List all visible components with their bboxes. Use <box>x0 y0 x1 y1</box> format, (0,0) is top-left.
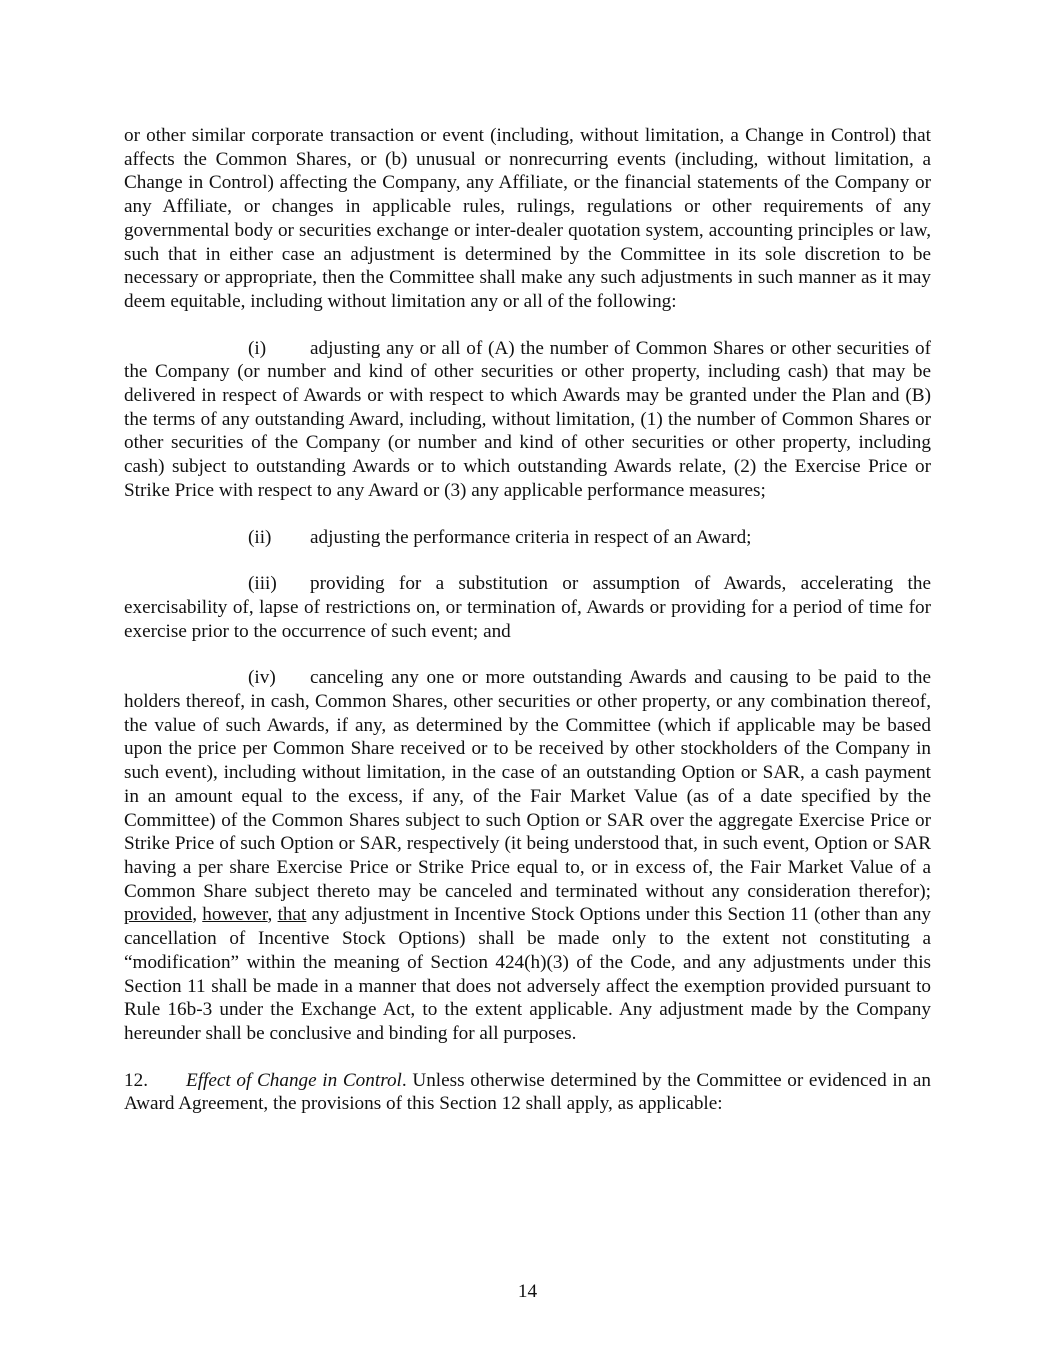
that-term: that <box>277 904 307 926</box>
section-number: 12. <box>124 1069 148 1091</box>
page-number: 14 <box>517 1281 538 1302</box>
list-marker: (iii) <box>248 573 277 595</box>
section-12-paragraph: 12. Effect of Change in Control. Unless otherwise determined by the Committee or evidenced in an Award Agreement, the provisions of this Section 12 shall apply, as applicable: <box>124 1069 932 1115</box>
section-text: Unless otherwise determined by the Committee or evidenced in an Award Agreement, the provisions of this Section 12 shall apply, as applicable: <box>124 1069 932 1115</box>
list-item-ii <box>124 526 931 550</box>
list-item-text: adjusting the performance criteria in respect of an Award; <box>310 526 752 548</box>
list-marker: (ii) <box>248 526 272 548</box>
list-item-iv: (iv) canceling any one or more outstanding Awards and causing to be paid to the holders thereof, in cash, Common Shares, other securities or other property, or any combination thereof, the value of such Awards, if any, as determined by the Committee (which if applicable may be based upon the price per Common Share received or to be received by other stockholders of the Company in such event), including without limitation, in the case of an outstanding Option or SAR, a cash payment in an amount equal to the excess, if any, of the Fair Market Value (as of a date specified by the Committee) of the Common Shares subject to such Option or SAR over the aggregate Exercise Price or Strike Price of such Option or SAR, respectively (it being understood that, in such event, Option or SAR having a per share Exercise Price or Strike Price equal to, or in excess of, the Fair Market Value of a Common Share subject thereto may be canceled and terminated without any consideration therefor); provided, however, that any adjustment in Incentive Stock Options under this Section 11 (other than any cancellation of Incentive Stock Options) shall be made only to the extent not constituting a “modification” within the meaning of Section 424(h)(3) of the Code, and any adjustments under this Section 11 shall be made in a manner that does not adversely affect the exemption provided pursuant to Rule 16b-3 under the Exchange Act, to the extent applicable. Any adjustment made by the Company hereunder shall be conclusive and binding for all purposes. <box>124 667 932 1044</box>
section-heading: Effect of Change in Control <box>186 1069 402 1091</box>
list-item-text: canceling any one or more outstanding Awards and causing to be paid to the holders thereof, in cash, Common Shares, other securities or other property, or any combination thereof, the value of such Awards, if any, as determined by the Committee (which if applicable may be based upon the price per Common Share received or to be received by other stockholders of the Company in such event), including without limitation, in the case of an outstanding Option or SAR, a cash payment in an amount equal to the excess, if any, of the Fair Market Value (as of a date specified by the Committee) of the Common Shares subject to such Option or SAR over the aggregate Exercise Price or Strike Price of such Option or SAR, respectively (it being understood that, in such event, Option or SAR having a per share Exercise Price or Strike Price equal to, or in excess of, the Fair Market Value of a Common Share subject thereto may be canceled and terminated without any consideration therefor); <box>124 667 931 902</box>
list-item-text: providing for a substitution or assumption of Awards, accelerating the exercisability of, lapse of restrictions on, or termination of, Awards or providing for a period of time for exercise prior to the occurrence of such event; and <box>124 573 931 642</box>
list-item-iii <box>124 572 931 643</box>
list-marker: (iv) <box>248 667 276 689</box>
provided-term: provided <box>124 904 193 926</box>
list-item-text: adjusting any or all of (A) the number of Common Shares or other securities of the Company (or number and kind of other securities or other property, including cash) that may be delivered in respect of Awards or with respect to which Awards may be granted under the Plan and (B) the terms of any outstanding Award, including, without limitation, (1) the number of Common Shares or other securities of the Company (or number and kind of other securities or other property, including cash) subject to outstanding Awards or to which outstanding Awards relate, (2) the Exercise Price or Strike Price with respect to any Award or (3) any applicable performance measures; <box>124 337 931 501</box>
document-page <box>124 124 931 1139</box>
list-marker: (i) <box>248 337 267 359</box>
list-item-text-continued: any adjustment in Incentive Stock Options under this Section 11 (other than any cancellation of Incentive Stock Options) shall be made only to the extent not constituting a “modification” within the meaning of Section 424(h)(3) of the Code, and any adjustments under this Section 11 shall be made in a manner that does not adversely affect the exemption provided pursuant to Rule 16b-3 under the Exchange Act, to the extent applicable. Any adjustment made by the Company hereunder shall be conclusive and binding for all purposes. <box>124 904 932 1044</box>
list-item-i <box>124 337 931 503</box>
intro-paragraph: or other similar corporate transaction or event (including, without limitation, a Change in Control) that affects the Common Shares, or (b) unusual or nonrecurring events (including, without limitation, a Change in Control) affecting the Company, any Affiliate, or the financial statements of the Company or any Affiliate, or changes in applicable rules, rulings, regulations or other requirements of any governmental body or securities exchange or inter-dealer quotation system, accounting principles or law, such that in either case an adjustment is determined by the Committee in its sole discretion to be necessary or appropriate, then the Committee shall make any such adjustments in such manner as it may deem equitable, including without limitation any or all of the following: <box>124 125 931 312</box>
however-term: however <box>202 904 268 926</box>
